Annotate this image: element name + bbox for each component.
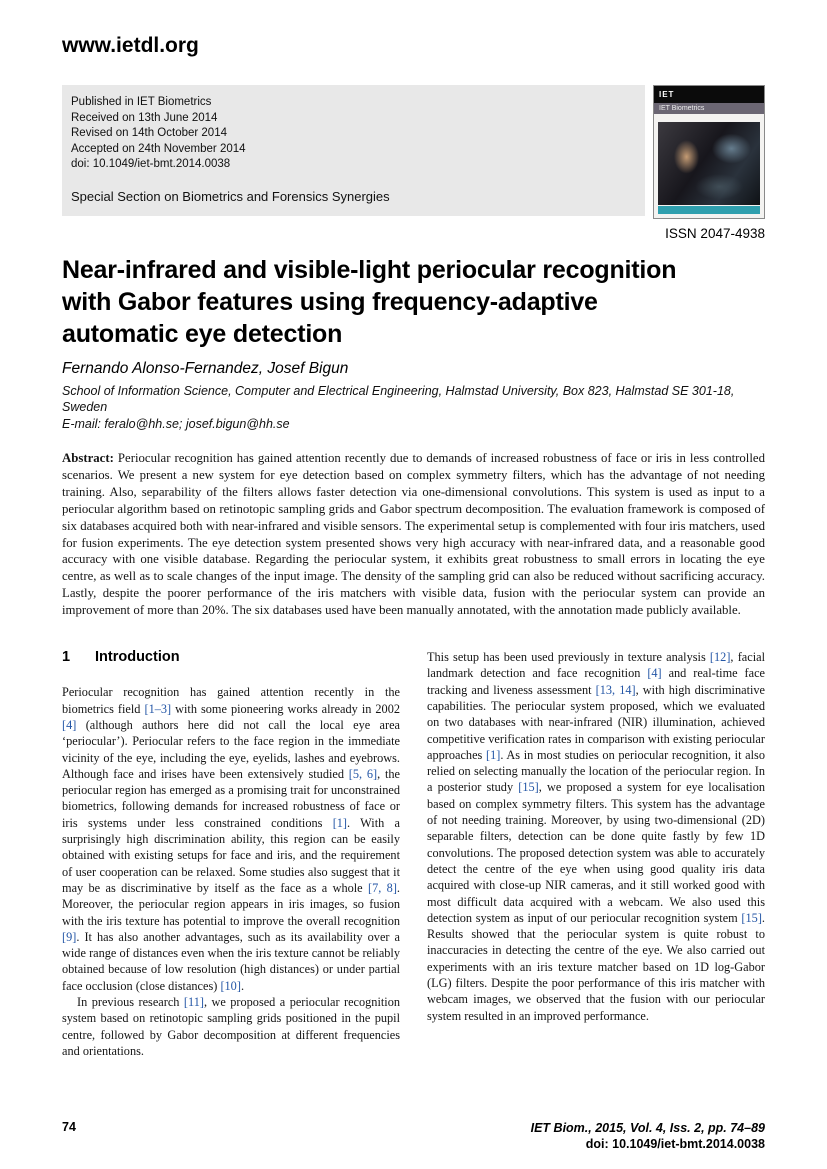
article-title-line: Near-infrared and visible-light periocular recognition — [62, 256, 677, 284]
abstract-text: Periocular recognition has gained attention recently due to demands of increased robustness of face or iris in less controlled scenarios. We present a new system for eye detection based on complex symmetry filters, which has the advantage of not needing training. Also, separability of the filters allows faster detection via one-dimensional convolutions. This system is used as input to a periocular algorithm based on retinotopic sampling grids and Gabor spectrum decomposition. The evaluation framework is composed of six databases acquired both with near-infrared and visible sensors. The experimental setup is complemented with four iris matchers, used for fusion experiments. The eye detection system presented shows very high accuracy with near-infrared data, and a reasonable good accuracy with one visible database. Regarding the periocular system, it exhibits great robustness to small errors in locating the eye centre, as well as to scale changes of the input image. The density of the sampling grid can also be reduced without sacrificing accuracy. Lastly, despite the poorer performance of the iris matchers with visible data, fusion with the periocular system can provide an improvement of more than 20%. The six databases used have been manually annotated, with the annotation made publicly available. — [62, 451, 765, 618]
citation-link[interactable]: [7, 8] — [368, 880, 397, 895]
publication-info-box — [62, 85, 645, 216]
two-column-body — [62, 649, 765, 1059]
citation-link[interactable]: [9] — [62, 929, 77, 944]
citation-link[interactable]: [1] — [332, 815, 348, 830]
section-number: 1 — [62, 649, 71, 666]
cover-block — [653, 85, 765, 241]
body-paragraph: This setup has been used previously in texture analysis [12], facial landmark detection and face recognition [4] and real-time face tracking and liveness assessment [13, 14], with high discriminative capabilities. The periocular system proposed, which we evaluated on two databases with near-infrared (NIR) illumination, achieved competitive verification rates in comparison with existing periocular approaches [1]. As in most studies on periocular recognition, it also relied on selecting manually the location of the periocular region. In a posterior study [15], we proposed a system for eye localisation based on complex symmetry filters. This system has the advantage of not needing training. Moreover, by using two-dimensional (2D) separable filters, detection can be done quite fastly by few 1D convolutions. The proposed detection system was able to accurately detect the centre of the eye when using good quality iris data acquired with close-up NIR cameras, and it still worked good with most difficult data acquired with a webcam. We also used this detection system as input of our periocular recognition system [15]. Results showed that the periocular system is quite robust to inaccuracies in detecting the centre of the eye. We also carried out experiments with an iris texture matcher based on 1D log-Gabor (LG) filters. Despite the poor performance of this iris matcher with webcam images, we observed that the fusion with our periocular system resulted in an improved performance. — [427, 650, 766, 1023]
article-title-line: with Gabor features using frequency-adaptive — [62, 288, 598, 316]
website-link[interactable]: www.ietdl.org — [62, 34, 199, 57]
authors: Fernando Alonso-Fernandez, Josef Bigun — [62, 360, 349, 377]
journal-reference: IET Biom., 2015, Vol. 4, Iss. 2, pp. 74–89 — [530, 1121, 765, 1135]
page-number: 74 — [62, 1120, 76, 1134]
iet-logo — [654, 86, 764, 103]
citation-link[interactable]: [1] — [485, 747, 501, 762]
body-paragraph: In previous research [11], we proposed a periocular recognition system based on retinotopic sampling grids positioned in the pupil centre, followed by Gabor decomposition at different frequencies and orientations. — [62, 995, 400, 1058]
page-footer — [62, 1120, 765, 1152]
citation-link[interactable]: [11] — [183, 995, 204, 1009]
abstract-label: Abstract: — [62, 451, 114, 465]
journal-cover-image — [653, 85, 765, 219]
footer-citation-block — [531, 1120, 765, 1152]
revised-line: Revised on 14th October 2014 — [71, 127, 227, 139]
affiliation: School of Information Science, Computer and Electrical Engineering, Halmstad University, Box 823, Halmstad SE 301-18, Sweden — [62, 384, 735, 414]
citation-link[interactable]: [4] — [647, 666, 662, 681]
citation-link[interactable]: [12] — [709, 650, 731, 665]
citation-link[interactable]: [15] — [741, 910, 762, 925]
body-paragraph: Periocular recognition has gained attention recently in the biometrics field [1–3] with some pioneering works already in 2002 [4] (although authors here did not call the local eye area ‘periocular’). Periocular refers to the face region in the immediate vicinity of the eye, including the eye, eyelids, lashes and eyebrows. Although face and irises have been extensively studied [5, 6], the periocular region has emerged as a promising trait for unconstrained biometrics, following demands for increased robustness of face or iris systems under less constrained conditions [1]. With a surprisingly high discrimination ability, this region can be easily obtained with existing setups for face and iris, and the requirement of user cooperation can be relaxed. Some studies also suggest that it may be as discriminative by itself as the face as a whole [7, 8]. Moreover, the periocular region appears in iris images, so fusion with the iris texture has potential to improve the overall recognition [9]. It has also another advantages, such as its availability over a wide range of distances even when the iris texture cannot be reliably obtained because of low resolution (high distances) or under partial face occlusion (close distances) [10]. — [62, 685, 400, 993]
citation-link[interactable]: [5, 6] — [348, 766, 378, 781]
right-column — [427, 649, 765, 1059]
doi-line: doi: 10.1049/iet-bmt.2014.0038 — [71, 158, 231, 170]
citation-link[interactable]: [15] — [518, 780, 539, 795]
email-line: E-mail: feralo@hh.se; josef.bigun@hh.se — [62, 417, 290, 431]
footer-doi: doi: 10.1049/iet-bmt.2014.0038 — [585, 1137, 765, 1151]
published-in-line: Published in IET Biometrics — [71, 96, 212, 108]
citation-link[interactable]: [1–3] — [144, 701, 172, 716]
iet-logo-text: IET — [659, 90, 675, 99]
left-column — [62, 649, 400, 1059]
accepted-line: Accepted on 24th November 2014 — [71, 142, 246, 155]
cover-footer-strip — [658, 206, 760, 214]
special-section-note: Special Section on Biometrics and Forensics Synergies — [71, 188, 390, 204]
issn-label: ISSN 2047-4938 — [665, 226, 765, 241]
citation-link[interactable]: [13, 14] — [595, 682, 636, 697]
abstract — [62, 450, 765, 619]
article-title-line: automatic eye detection — [62, 320, 343, 348]
section-heading — [62, 649, 400, 665]
received-line: Received on 13th June 2014 — [71, 111, 218, 124]
article-title — [62, 254, 765, 350]
header-row — [62, 85, 765, 241]
cover-photo — [658, 122, 760, 205]
citation-link[interactable]: [10] — [220, 978, 241, 993]
section-title: Introduction — [95, 649, 180, 666]
journal-name-band: IET Biometrics — [654, 103, 764, 114]
citation-link[interactable]: [4] — [62, 717, 77, 732]
